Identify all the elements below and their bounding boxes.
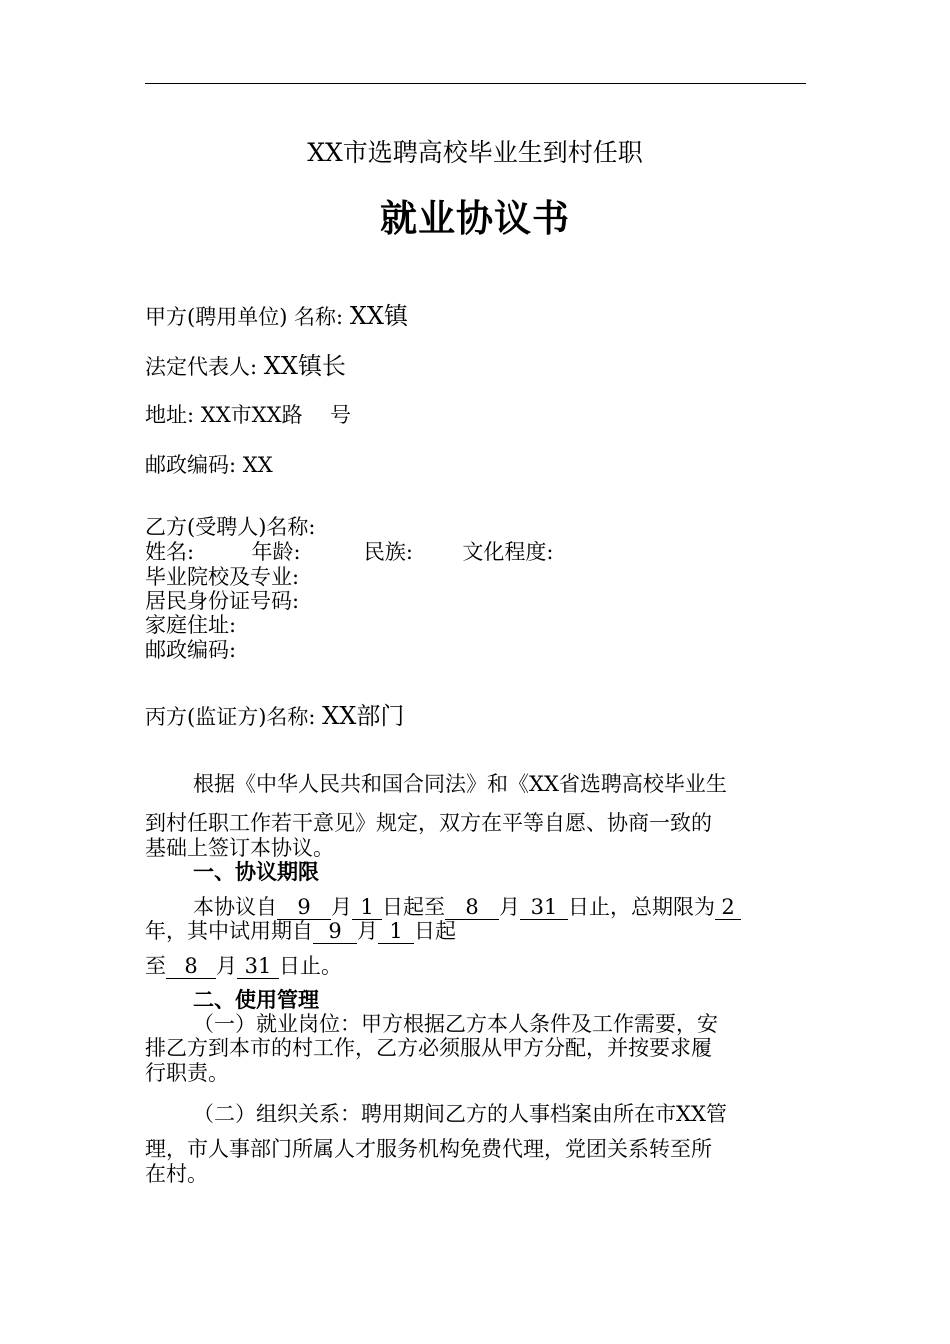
end-month: 8 bbox=[445, 896, 499, 920]
party-b-school: 毕业院校及专业: bbox=[145, 565, 300, 589]
party-a-rep-value: XX镇长 bbox=[263, 352, 346, 380]
title-line-1: XX市选聘高校毕业生到村任职 bbox=[307, 138, 643, 167]
term-text: 日止，总期限为 bbox=[568, 895, 715, 919]
party-b-id: 居民身份证号码: bbox=[145, 589, 300, 613]
party-b-postal: 邮政编码: bbox=[145, 638, 237, 662]
trial-start-month: 9 bbox=[313, 920, 357, 944]
term-text: 日止。 bbox=[279, 954, 342, 978]
party-a-address bbox=[145, 399, 351, 429]
trial-end-month: 8 bbox=[166, 955, 216, 979]
party-a-postal-value: XX bbox=[242, 453, 273, 477]
party-a-name bbox=[145, 296, 408, 331]
party-a-rep-label: 法定代表人: bbox=[145, 355, 258, 379]
term-text: 日起 bbox=[414, 919, 456, 943]
party-a-postal bbox=[145, 449, 273, 479]
term-text: 月 bbox=[331, 895, 352, 919]
top-rule bbox=[145, 83, 806, 84]
trial-start-day: 1 bbox=[378, 920, 414, 944]
party-a-postal-label: 邮政编码: bbox=[145, 453, 237, 477]
party-b-home: 家庭住址: bbox=[145, 613, 237, 637]
total-years: 2 bbox=[715, 896, 741, 920]
party-a-name-label: 甲方(聘用单位) 名称: bbox=[145, 305, 344, 329]
party-a-name-value: XX镇 bbox=[349, 302, 408, 330]
start-month: 9 bbox=[277, 896, 331, 920]
party-c-name-value: XX部门 bbox=[322, 702, 405, 730]
term-line-2 bbox=[145, 915, 456, 945]
s2-p1-line-2: 排乙方到本市的村工作，乙方必须服从甲方分配，并按要求履 bbox=[145, 1036, 712, 1060]
term-text: 月 bbox=[357, 919, 378, 943]
s2-p1-line-1: （一）就业岗位：甲方根据乙方本人条件及工作需要，安 bbox=[193, 1012, 718, 1036]
party-b-name-label: 乙方(受聘人)名称: bbox=[145, 515, 316, 539]
party-c-name bbox=[145, 696, 404, 731]
term-text: 月 bbox=[499, 895, 520, 919]
intro-line-1: 根据《中华人民共和国合同法》和《XX省选聘高校毕业生 bbox=[193, 772, 727, 796]
term-text: 年，其中试用期自 bbox=[145, 919, 313, 943]
s2-p1-line-3: 行职责。 bbox=[145, 1061, 229, 1085]
section-1-heading: 一、协议期限 bbox=[193, 860, 319, 884]
term-text: 本协议自 bbox=[193, 895, 277, 919]
intro-line-3: 基础上签订本协议。 bbox=[145, 836, 334, 860]
party-b-age-field: 年龄: bbox=[251, 540, 301, 564]
term-text: 月 bbox=[216, 954, 237, 978]
party-c-name-label: 丙方(监证方)名称: bbox=[145, 705, 316, 729]
party-a-address-suffix: 号 bbox=[329, 403, 351, 427]
term-line-3 bbox=[145, 950, 342, 980]
party-b-education-field: 文化程度: bbox=[462, 540, 554, 564]
party-a-representative bbox=[145, 346, 346, 381]
intro-line-2: 到村任职工作若干意见》规定，双方在平等自愿、协商一致的 bbox=[145, 811, 712, 835]
term-text: 至 bbox=[145, 954, 166, 978]
party-a-address-label: 地址: bbox=[145, 403, 195, 427]
party-b-ethnicity-field: 民族: bbox=[363, 540, 413, 564]
section-2-heading: 二、使用管理 bbox=[193, 988, 319, 1012]
document-title: 就业协议书 bbox=[380, 197, 570, 240]
s2-p2-line-1: （二）组织关系：聘用期间乙方的人事档案由所在市XX管 bbox=[193, 1102, 727, 1126]
start-day: 1 bbox=[352, 896, 382, 920]
term-text: 日起至 bbox=[382, 895, 445, 919]
s2-p2-line-2: 理，市人事部门所属人才服务机构免费代理，党团关系转至所 bbox=[145, 1137, 712, 1161]
party-a-address-value: XX市XX路 bbox=[200, 403, 303, 427]
party-b-name-field: 姓名: bbox=[145, 540, 195, 564]
s2-p2-line-3: 在村。 bbox=[145, 1162, 208, 1186]
trial-end-day: 31 bbox=[237, 955, 279, 979]
end-day: 31 bbox=[520, 896, 568, 920]
